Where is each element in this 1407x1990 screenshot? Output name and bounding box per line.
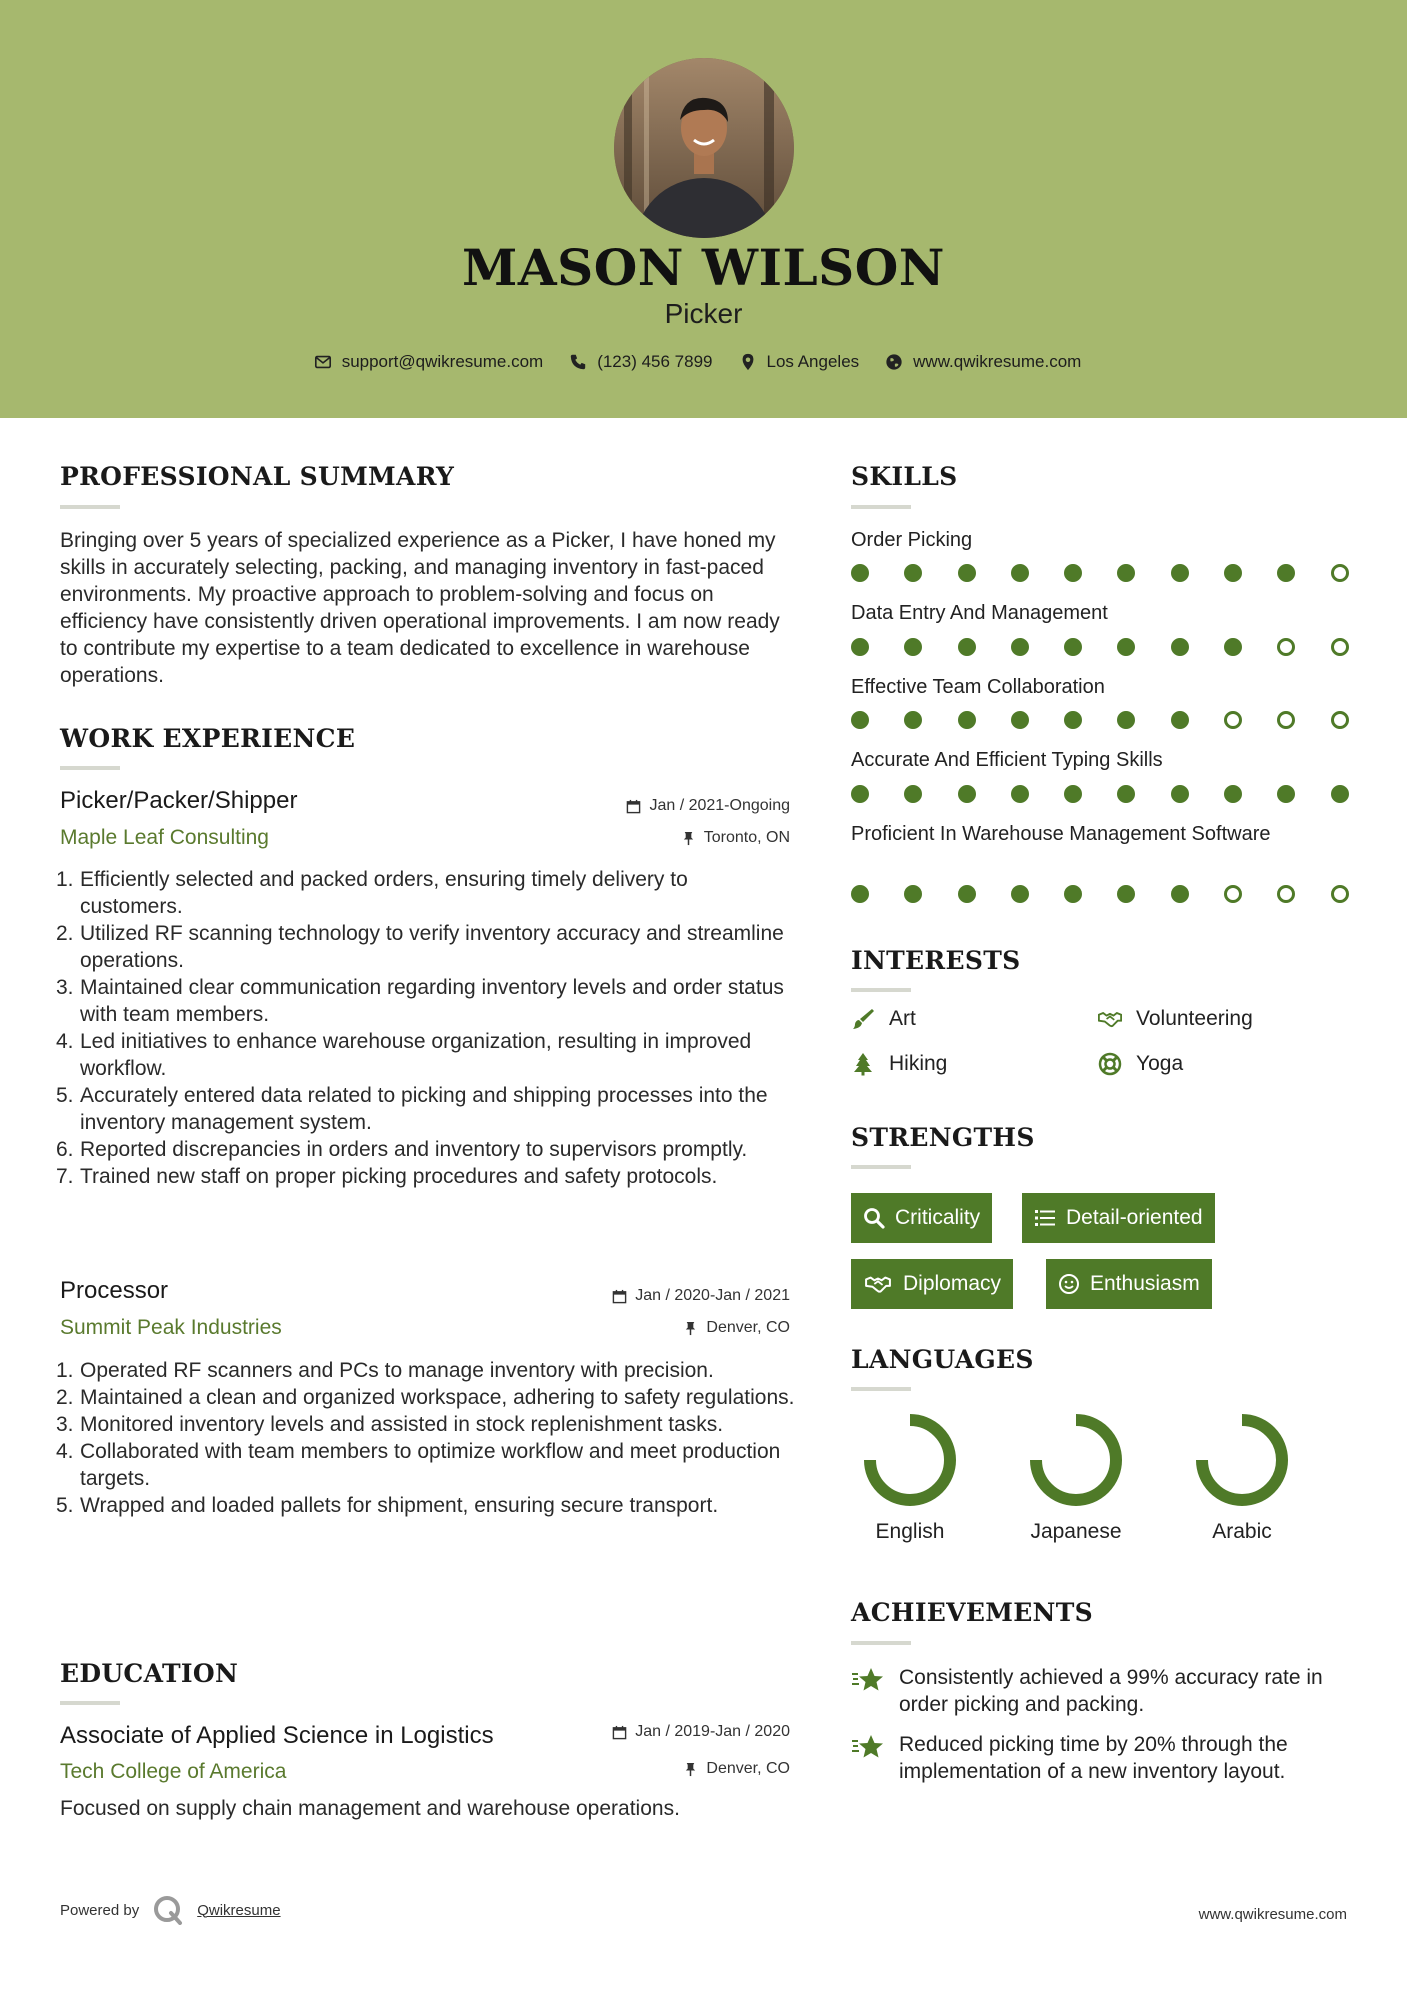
rating-dot-filled xyxy=(1064,711,1082,729)
interest-hiking: Hiking xyxy=(851,1052,947,1076)
job-location-2: Denver, CO xyxy=(560,1319,790,1337)
list-item: 7. Trained new staff on proper picking procedures and safety protocols. xyxy=(56,1165,718,1188)
calendar-icon xyxy=(612,1725,627,1740)
language-name: Japanese xyxy=(1030,1520,1122,1543)
rating-dot-filled xyxy=(851,711,869,729)
rating-dot-filled xyxy=(1117,638,1135,656)
language-japanese xyxy=(1011,1414,1141,1544)
company-2: Summit Peak Industries xyxy=(60,1316,282,1339)
strength-diplomacy: Diplomacy xyxy=(851,1259,1013,1309)
rating-dot-filled xyxy=(904,638,922,656)
search-icon xyxy=(863,1207,885,1229)
list-item: 1. Efficiently selected and packed orders, ensuring timely delivery to customers. xyxy=(56,868,688,918)
strength-enthusiasm: Enthusiasm xyxy=(1046,1259,1212,1309)
rating-dot-filled xyxy=(851,638,869,656)
list-item: 1. Operated RF scanners and PCs to manage inventory with precision. xyxy=(56,1359,714,1382)
job-title-2: Processor xyxy=(60,1277,169,1304)
rating-dot-filled xyxy=(1171,711,1189,729)
experience-underline xyxy=(60,766,120,770)
rating-dot-filled xyxy=(1171,564,1189,582)
star-award-icon xyxy=(851,1666,885,1696)
rating-dot-empty xyxy=(1277,638,1295,656)
language-arabic xyxy=(1177,1414,1307,1544)
handshake-icon xyxy=(1098,1007,1122,1031)
contact-email[interactable] xyxy=(314,352,544,372)
achievements-heading: ACHIEVEMENTS xyxy=(851,1598,1093,1627)
qwikresume-link[interactable]: Qwikresume xyxy=(197,1901,281,1919)
job-date-1: Jan / 2021-Ongoing xyxy=(560,797,790,815)
contact-bar xyxy=(0,352,1407,372)
rating-dot-filled xyxy=(1277,785,1295,803)
paintbrush-icon xyxy=(851,1007,875,1031)
rating-dot-filled xyxy=(1064,785,1082,803)
school-name: Tech College of America xyxy=(60,1760,287,1783)
language-name: English xyxy=(875,1520,945,1543)
education-heading: EDUCATION xyxy=(60,1659,239,1688)
job-location-1: Toronto, ON xyxy=(560,829,790,847)
degree-title: Associate of Applied Science in Logistics xyxy=(60,1722,494,1749)
rating-dot-filled xyxy=(1064,564,1082,582)
rating-dot-filled xyxy=(1331,785,1349,803)
interest-art: Art xyxy=(851,1007,916,1031)
list-item: 2. Utilized RF scanning technology to verify inventory accuracy and streamline operations. xyxy=(56,922,784,972)
contact-website-text: www.qwikresume.com xyxy=(913,352,1082,371)
interest-volunteering: Volunteering xyxy=(1098,1007,1253,1031)
rating-dot-filled xyxy=(1011,885,1029,903)
rating-dot-filled xyxy=(904,785,922,803)
list-item: 2. Maintained a clean and organized workspace, adhering to safety regulations. xyxy=(56,1386,795,1409)
skill-label: Order Picking xyxy=(851,529,973,551)
strengths-heading: STRENGTHS xyxy=(851,1123,1035,1152)
experience-heading: WORK EXPERIENCE xyxy=(60,724,356,753)
rating-dot-filled xyxy=(851,885,869,903)
rating-dot-filled xyxy=(1171,638,1189,656)
rating-dot-filled xyxy=(904,564,922,582)
smile-icon xyxy=(1058,1273,1080,1295)
rating-dot-filled xyxy=(1117,785,1135,803)
rating-dot-filled xyxy=(958,564,976,582)
language-english xyxy=(845,1414,975,1544)
contact-email-text: support@qwikresume.com xyxy=(341,352,544,371)
rating-dot-empty xyxy=(1331,711,1349,729)
job-bullets-1 xyxy=(56,866,792,1190)
summary-underline xyxy=(60,505,120,509)
map-pin-icon xyxy=(739,353,757,371)
rating-dot-empty xyxy=(1224,885,1242,903)
summary-text: Bringing over 5 years of specialized experience as a Picker, I have honed my skills in accurately selecting, packing, and managing inventory in fast-paced environments. My proactive approach to problem-solving and focus on efficiency have consistently driven operational improvements. I am now ready to contribute my expertise to a team dedicated to excellence in warehouse operations. xyxy=(60,529,780,687)
language-level-ring xyxy=(1030,1414,1122,1506)
list-icon xyxy=(1034,1207,1056,1229)
contact-location-text: Los Angeles xyxy=(766,352,860,371)
interest-yoga: Yoga xyxy=(1098,1052,1183,1076)
interests-underline xyxy=(851,988,911,992)
pushpin-icon xyxy=(683,1321,698,1336)
rating-dot-filled xyxy=(1224,564,1242,582)
skills-underline xyxy=(851,505,911,509)
skill-label: Accurate And Efficient Typing Skills xyxy=(851,749,1163,771)
summary-heading: PROFESSIONAL SUMMARY xyxy=(60,462,455,491)
job-date-2: Jan / 2020-Jan / 2021 xyxy=(540,1287,790,1305)
education-underline xyxy=(60,1701,120,1705)
skill-rating xyxy=(851,711,1384,729)
pushpin-icon xyxy=(681,831,696,846)
skill-rating xyxy=(851,638,1384,656)
languages-underline xyxy=(851,1387,911,1391)
rating-dot-filled xyxy=(1011,785,1029,803)
rating-dot-filled xyxy=(958,785,976,803)
star-award-icon xyxy=(851,1733,885,1763)
skill-rating xyxy=(851,785,1384,803)
tree-icon xyxy=(851,1052,875,1076)
skill-rating xyxy=(851,885,1384,903)
pushpin-icon xyxy=(683,1762,698,1777)
education-date: Jan / 2019-Jan / 2020 xyxy=(540,1723,790,1741)
profile-photo xyxy=(614,58,794,238)
rating-dot-empty xyxy=(1331,564,1349,582)
envelope-icon xyxy=(314,353,332,371)
list-item: 3. Maintained clear communication regarding inventory levels and order status with team members. xyxy=(56,976,784,1026)
handshake-icon xyxy=(863,1273,893,1295)
rating-dot-empty xyxy=(1224,711,1242,729)
rating-dot-filled xyxy=(904,885,922,903)
language-name: Arabic xyxy=(1212,1520,1272,1543)
contact-location xyxy=(739,352,860,372)
lifebuoy-icon xyxy=(1098,1052,1122,1076)
achievement-item: Consistently achieved a 99% accuracy rate in order picking and packing. xyxy=(851,1664,1351,1718)
strength-criticality: Criticality xyxy=(851,1193,992,1243)
rating-dot-empty xyxy=(1331,885,1349,903)
candidate-title: Picker xyxy=(664,298,743,329)
calendar-icon xyxy=(626,799,641,814)
language-level-ring xyxy=(864,1414,956,1506)
job-title-1: Picker/Packer/Shipper xyxy=(60,787,298,814)
candidate-name: MASON WILSON xyxy=(462,238,945,297)
phone-icon xyxy=(569,353,587,371)
rating-dot-filled xyxy=(1277,564,1295,582)
list-item: 5. Accurately entered data related to picking and shipping processes into the inventory management system. xyxy=(56,1084,768,1134)
languages-heading: LANGUAGES xyxy=(851,1345,1034,1374)
list-item: 6. Reported discrepancies in orders and inventory to supervisors promptly. xyxy=(56,1138,748,1161)
list-item: 4. Collaborated with team members to optimize workflow and meet production targets. xyxy=(56,1440,781,1490)
skill-label: Data Entry And Management xyxy=(851,602,1108,624)
contact-phone[interactable] xyxy=(569,352,712,372)
rating-dot-filled xyxy=(1171,885,1189,903)
rating-dot-empty xyxy=(1331,638,1349,656)
skills-heading: SKILLS xyxy=(851,462,958,491)
skill-rating xyxy=(851,564,1384,582)
rating-dot-filled xyxy=(1011,564,1029,582)
list-item: 3. Monitored inventory levels and assisted in stock replenishment tasks. xyxy=(56,1413,724,1436)
language-level-ring xyxy=(1196,1414,1288,1506)
contact-website[interactable] xyxy=(885,352,1081,372)
skill-label: Effective Team Collaboration xyxy=(851,676,1105,698)
rating-dot-filled xyxy=(1224,638,1242,656)
qwikresume-logo-icon xyxy=(153,1895,183,1925)
strengths-underline xyxy=(851,1165,911,1169)
job-bullets-2 xyxy=(56,1357,802,1519)
strength-detail-oriented: Detail-oriented xyxy=(1022,1193,1215,1243)
calendar-icon xyxy=(612,1289,627,1304)
rating-dot-empty xyxy=(1277,711,1295,729)
rating-dot-filled xyxy=(851,785,869,803)
globe-icon xyxy=(885,353,903,371)
rating-dot-filled xyxy=(1117,885,1135,903)
rating-dot-filled xyxy=(1011,711,1029,729)
footer-powered-by: Powered by Qwikresume xyxy=(60,1895,281,1925)
rating-dot-filled xyxy=(1064,638,1082,656)
rating-dot-filled xyxy=(958,885,976,903)
rating-dot-filled xyxy=(1224,785,1242,803)
interests-heading: INTERESTS xyxy=(851,946,1021,975)
rating-dot-filled xyxy=(1064,885,1082,903)
rating-dot-filled xyxy=(1117,564,1135,582)
achievement-item: Reduced picking time by 20% through the implementation of a new inventory layout. xyxy=(851,1731,1351,1785)
list-item: 5. Wrapped and loaded pallets for shipment, ensuring secure transport. xyxy=(56,1494,719,1517)
rating-dot-filled xyxy=(1011,638,1029,656)
education-location: Denver, CO xyxy=(560,1760,790,1778)
rating-dot-empty xyxy=(1277,885,1295,903)
rating-dot-filled xyxy=(904,711,922,729)
rating-dot-filled xyxy=(958,638,976,656)
skill-label: Proficient In Warehouse Management Software xyxy=(851,823,1271,845)
rating-dot-filled xyxy=(1117,711,1135,729)
rating-dot-filled xyxy=(1171,785,1189,803)
company-1: Maple Leaf Consulting xyxy=(60,826,269,849)
achievements-underline xyxy=(851,1641,911,1645)
rating-dot-filled xyxy=(958,711,976,729)
contact-phone-text: (123) 456 7899 xyxy=(597,352,713,371)
resume-header xyxy=(0,0,1407,418)
rating-dot-filled xyxy=(851,564,869,582)
list-item: 4. Led initiatives to enhance warehouse organization, resulting in improved workflow. xyxy=(56,1030,752,1080)
footer-url[interactable]: www.qwikresume.com xyxy=(1198,1906,1347,1923)
education-description: Focused on supply chain management and warehouse operations. xyxy=(60,1797,680,1820)
